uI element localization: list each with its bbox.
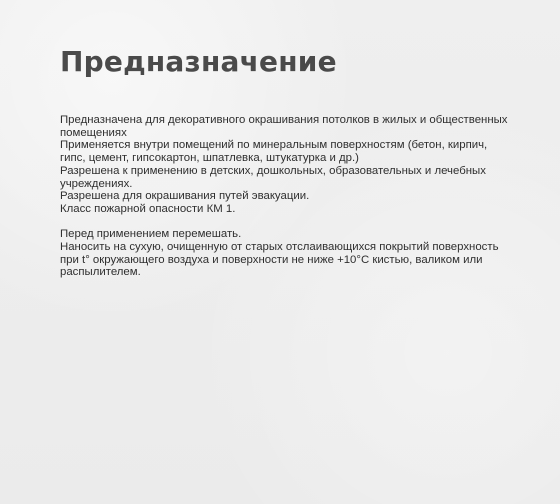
paragraph-evacuation: Разрешена для окрашивания путей эвакуации. xyxy=(60,190,310,203)
document-content xyxy=(60,114,512,279)
paragraph-application: Наносить на сухую, очищенную от старых отслаивающихся покрытий поверхность при t° окружающего воздуха и поверхности не ниже +10°С кистью, валиком или распылителем. xyxy=(60,241,499,279)
paragraph-institutions: Разрешена к применению в детских, дошкольных, образовательных и лечебных учреждениях. xyxy=(60,164,486,190)
paragraph-gap xyxy=(60,216,512,229)
paragraph-purpose: Предназначена для декоративного окрашивания потолков в жилых и общественных помещениях xyxy=(60,114,508,139)
paragraph-fire-class: Класс пожарной опасности КМ 1. xyxy=(60,202,236,215)
paragraph-surfaces: Применяется внутри помещений по минеральным поверхностям (бетон, кирпич, гипс, цемент, гипсокартон, шпатлевка, штукатурка и др.) xyxy=(60,139,488,165)
paragraph-mix: Перед применением перемешать. xyxy=(60,228,242,241)
page-title: Предназначение xyxy=(60,45,337,78)
